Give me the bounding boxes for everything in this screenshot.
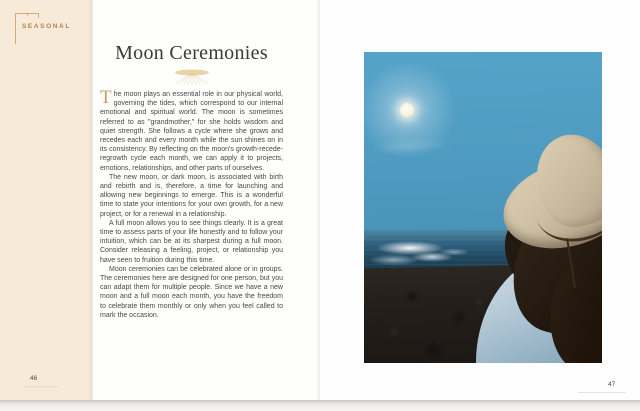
page-number-rule	[24, 386, 58, 387]
moon-beach-photo	[364, 52, 602, 363]
left-page	[0, 0, 320, 400]
article-body	[100, 87, 283, 320]
section-label: SEASONAL	[22, 23, 71, 30]
drop-cap: T	[100, 87, 112, 108]
right-page-number: 47	[608, 381, 616, 388]
paragraph	[100, 87, 283, 173]
paragraph: A full moon allows you to see things clearly. It is a great time to assess parts of your life honestly and to follow your intuition, which can be at its sharpest during a full moon. Consider releasing a feeling, project, or relationship you have seen to fruition during this time.	[100, 219, 283, 264]
seasonal-sidebar	[0, 0, 92, 400]
full-moon	[400, 103, 414, 117]
paragraph: Moon ceremonies can be celebrated alone or in groups. The ceremonies here are designed for one person, but you can adapt them for multiple people. Since we have a new moon and a full moon each month, you have the freedom to celebrate them monthly or only when you feel called to mark the occasion.	[100, 265, 283, 319]
corner-bracket-ornament	[15, 13, 16, 44]
paragraph-text: he moon plays an essential role in our physical world, governing the tides, which correspond to our internal emotional and spiritual world. The moon is sometimes referred to as "grandmother," for she holds wisdom and quiet strength. She follows a cycle where she grows and recedes each and every month while the sun shines on in its consistency. By reflecting on the moon's growth-recede-regrowth cycle each month, we can apply it to projects, emotions, relationships, and other parts of ourselves.	[100, 91, 283, 172]
corner-bracket-ornament	[27, 13, 28, 16]
page-fold-shadow	[88, 0, 94, 400]
page-number-rule	[578, 392, 626, 393]
page-title: Moon Ceremonies	[115, 42, 268, 64]
sunburst-ornament-icon	[100, 69, 283, 90]
corner-bracket-ornament	[38, 13, 39, 18]
book-bottom-edge	[0, 400, 640, 411]
paragraph: The new moon, or dark moon, is associated with birth and rebirth and is, therefore, a time for launching and allowing new beginnings to emerge. This is a wonderful time to state your intentions for your own growth, for a new project, or for a renewal in a relationship.	[100, 173, 283, 218]
left-page-number: 46	[30, 375, 38, 382]
